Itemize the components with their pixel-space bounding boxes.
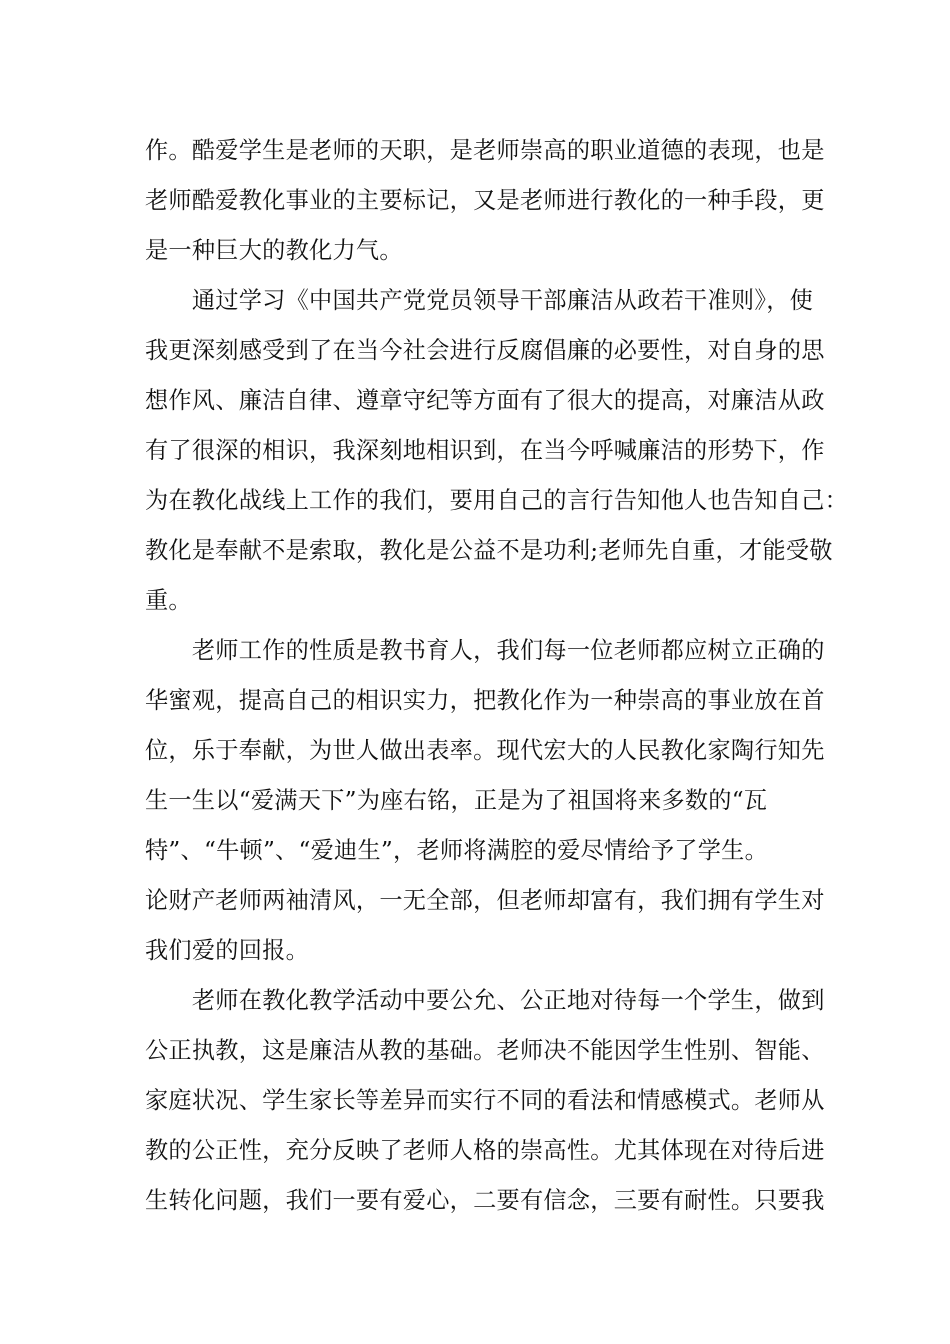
text-line: 想作风、廉洁自律、遵章守纪等方面有了很大的提高，对廉洁从政 [145, 387, 825, 414]
text-line: 作。酷爱学生是老师的天职，是老师崇高的职业道德的表现，也是 [145, 137, 825, 164]
text-line: 老师在教化教学活动中要公允、公正地对待每一个学生，做到 [145, 987, 825, 1014]
text-line: 家庭状况、学生家长等差异而实行不同的看法和情感模式。老师从 [145, 1087, 825, 1114]
text-line: 通过学习《中国共产党党员领导干部廉洁从政若干准则》，使 [145, 287, 814, 314]
text-line: 我们爱的回报。 [145, 937, 310, 964]
text-line: 位，乐于奉献，为世人做出表率。现代宏大的人民教化家陶行知先 [145, 737, 825, 764]
text-line: 老师酷爱教化事业的主要标记，又是老师进行教化的一种手段，更 [145, 187, 825, 214]
text-line: 重。 [145, 587, 192, 614]
text-line: 是一种巨大的教化力气。 [145, 237, 403, 264]
text-line: 生转化问题，我们一要有爱心，二要有信念，三要有耐性。只要我 [145, 1187, 825, 1214]
text-line: 公正执教，这是廉洁从教的基础。老师决不能因学生性别、智能、 [145, 1037, 825, 1064]
text-line: 有了很深的相识，我深刻地相识到，在当今呼喊廉洁的形势下，作 [145, 437, 825, 464]
text-line: 教化是奉献不是索取，教化是公益不是功利;老师先自重，才能受敬 [145, 537, 833, 564]
text-line: 教的公正性，充分反映了老师人格的崇高性。尤其体现在对待后进 [145, 1137, 825, 1164]
text-line: 特”、“牛顿”、“爱迪生”，老师将满腔的爱尽情给予了学生。 [145, 837, 769, 864]
text-line: 老师工作的性质是教书育人，我们每一位老师都应树立正确的 [145, 637, 825, 664]
text-line: 华蜜观，提高自己的相识实力，把教化作为一种崇高的事业放在首 [145, 687, 825, 714]
text-line: 论财产老师两袖清风，一无全部，但老师却富有，我们拥有学生对 [145, 887, 825, 914]
document-body [145, 126, 849, 1226]
text-line: 我更深刻感受到了在当今社会进行反腐倡廉的必要性，对自身的思 [145, 337, 825, 364]
text-line: 为在教化战线上工作的我们，要用自己的言行告知他人也告知自己： [145, 487, 849, 514]
text-line: 生一生以“爱满天下”为座右铭，正是为了祖国将来多数的“瓦 [145, 787, 768, 814]
